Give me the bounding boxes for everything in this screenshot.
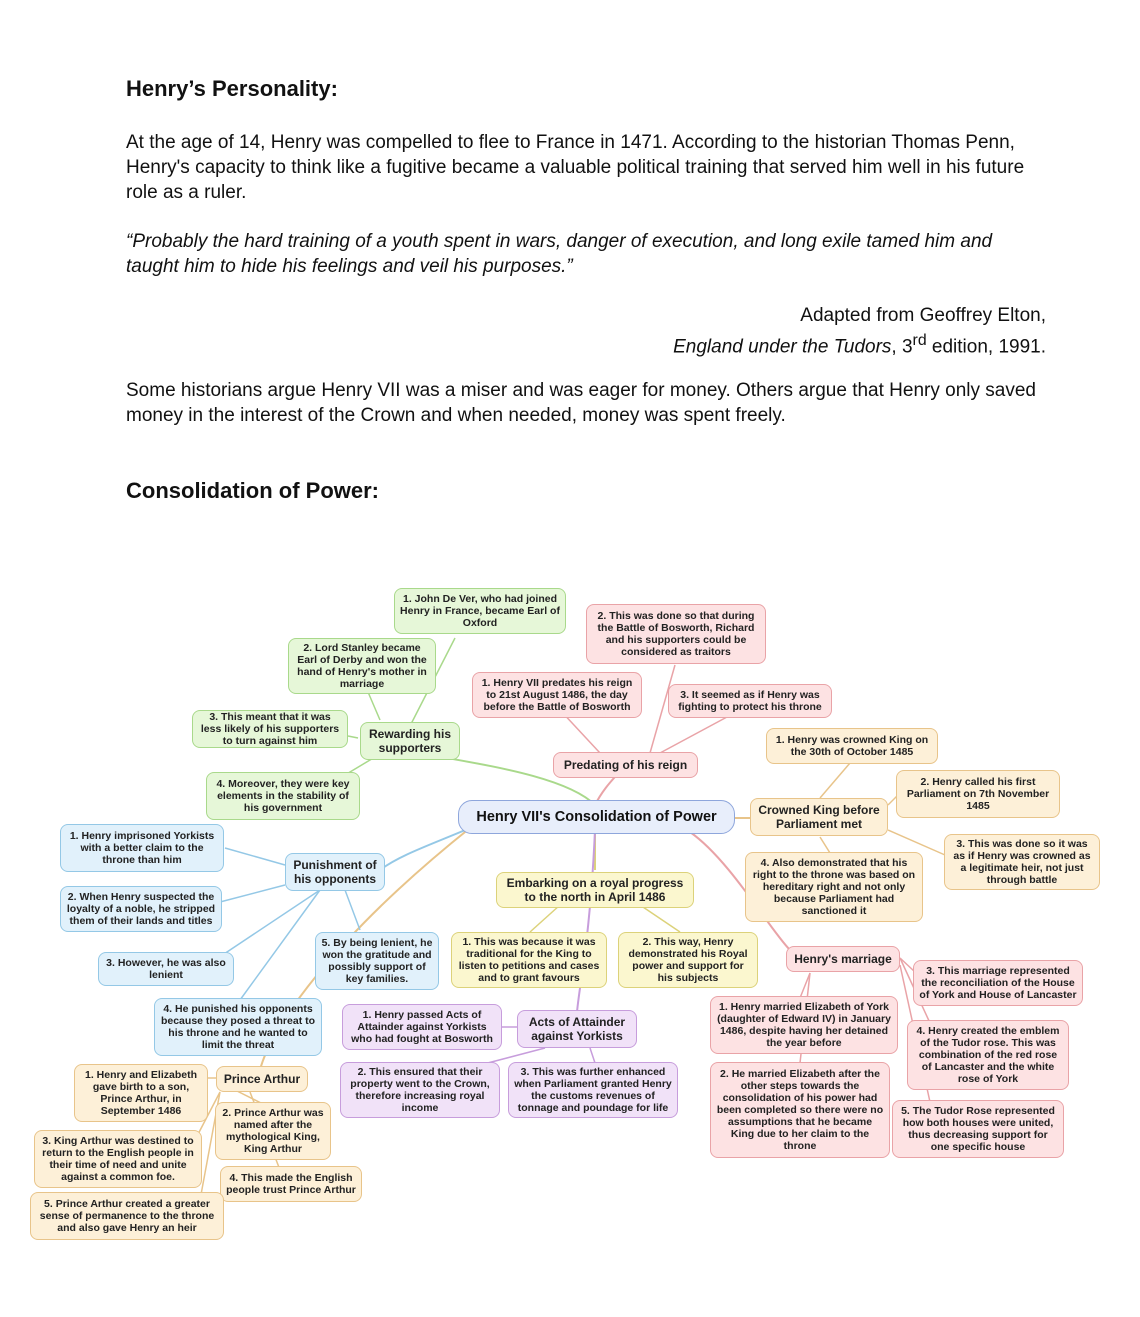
- henrys-marriage-topic: Henry's marriage: [786, 946, 900, 972]
- predating-reign-topic: Predating of his reign: [553, 752, 698, 778]
- arthur-point-2: 2. Prince Arthur was named after the mythological King, King Arthur: [215, 1102, 331, 1160]
- prince-arthur-topic: Prince Arthur: [216, 1066, 308, 1092]
- attribution-edition-ordinal: rd: [912, 332, 927, 349]
- personality-heading: Henry’s Personality:: [126, 76, 338, 101]
- marriage-point-2: 2. He married Elizabeth after the other steps towards the consolidation of his power had been completed so there were no assumptions that he became King due to her claim to the throne: [710, 1062, 890, 1158]
- rewarding-point-2: 2. Lord Stanley became Earl of Derby and won the hand of Henry's mother in marriage: [288, 638, 436, 694]
- attribution-edition-suffix: edition, 1991.: [926, 336, 1046, 358]
- punishment-opponents-topic: Punishment of his opponents: [285, 853, 385, 891]
- predating-point-3: 3. It seemed as if Henry was fighting to protect his throne: [668, 684, 832, 718]
- arthur-point-3: 3. King Arthur was destined to return to the English people in their time of need and unite against a common foe.: [34, 1130, 202, 1188]
- progress-point-2: 2. This way, Henry demonstrated his Royal power and support for his subjects: [618, 932, 758, 988]
- punishment-point-2: 2. When Henry suspected the loyalty of a noble, he stripped them of their lands and titles: [60, 886, 222, 932]
- elton-quote: “Probably the hard training of a youth spent in wars, danger of execution, and long exile tamed him and taught him to hide his feelings and veil his purposes.”: [126, 231, 993, 277]
- attribution-source: [673, 328, 1046, 359]
- rewarding-point-3: 3. This meant that it was less likely of his supporters to turn against him: [192, 710, 348, 748]
- attainder-point-2: 2. This ensured that their property went to the Crown, therefore increasing royal income: [340, 1062, 500, 1118]
- personality-paragraph-2: Some historians argue Henry VII was a miser and was eager for money. Others argue that Henry only saved money in the interest of the Crown and when needed, money was spent freely.: [126, 380, 1036, 426]
- arthur-point-1: 1. Henry and Elizabeth gave birth to a son, Prince Arthur, in September 1486: [74, 1064, 208, 1122]
- rewarding-supporters-topic: Rewarding his supporters: [360, 722, 460, 760]
- royal-progress-topic: Embarking on a royal progress to the north in April 1486: [496, 872, 694, 908]
- punishment-point-4: 4. He punished his opponents because they posed a threat to his throne and he wanted to limit the threat: [154, 998, 322, 1056]
- crowned-point-3: 3. This was done so it was as if Henry was crowned as a legitimate heir, not just through battle: [944, 834, 1100, 890]
- progress-point-1: 1. This was because it was traditional for the King to listen to petitions and cases and to grant favours: [451, 932, 607, 988]
- rewarding-point-4: 4. Moreover, they were key elements in the stability of his government: [206, 772, 360, 820]
- central-node: Henry VII's Consolidation of Power: [458, 800, 735, 834]
- acts-of-attainder-topic: Acts of Attainder against Yorkists: [517, 1010, 637, 1048]
- punishment-point-3: 3. However, he was also lenient: [98, 952, 234, 986]
- crowned-point-1: 1. Henry was crowned King on the 30th of October 1485: [766, 728, 938, 764]
- attribution-book-title: England under the Tudors: [673, 336, 892, 358]
- personality-paragraph-1: At the age of 14, Henry was compelled to flee to France in 1471. According to the historian Thomas Penn, Henry's capacity to think like a fugitive became a valuable political training that served him well in his future role as a ruler.: [126, 132, 1025, 203]
- attainder-point-1: 1. Henry passed Acts of Attainder against Yorkists who had fought at Bosworth: [342, 1004, 502, 1050]
- marriage-point-5: 5. The Tudor Rose represented how both houses were united, thus decreasing support for one specific house: [892, 1100, 1064, 1158]
- marriage-point-3: 3. This marriage represented the reconciliation of the House of York and House of Lancaster: [913, 960, 1083, 1006]
- arthur-point-4: 4. This made the English people trust Prince Arthur: [220, 1166, 362, 1202]
- quote-attribution: [673, 303, 1046, 359]
- mind-map: [0, 560, 1140, 1260]
- consolidation-heading: Consolidation of Power:: [126, 478, 379, 503]
- predating-point-1: 1. Henry VII predates his reign to 21st August 1486, the day before the Battle of Bosworth: [472, 672, 642, 718]
- punishment-point-1: 1. Henry imprisoned Yorkists with a better claim to the throne than him: [60, 824, 224, 872]
- marriage-point-4: 4. Henry created the emblem of the Tudor rose. This was combination of the red rose of Lancaster and the white rose of York: [907, 1020, 1069, 1090]
- marriage-point-1: 1. Henry married Elizabeth of York (daughter of Edward IV) in January 1486, despite having her detained the year before: [710, 996, 898, 1054]
- crowned-point-4: 4. Also demonstrated that his right to the throne was based on hereditary right and not only because Parliament had sanctioned it: [745, 852, 923, 922]
- attainder-point-3: 3. This was further enhanced when Parliament granted Henry the customs revenues of tonnage and poundage for life: [508, 1062, 678, 1118]
- arthur-point-5: 5. Prince Arthur created a greater sense of permanence to the throne and also gave Henry an heir: [30, 1192, 224, 1240]
- crowned-point-2: 2. Henry called his first Parliament on 7th November 1485: [896, 770, 1060, 818]
- rewarding-point-1: 1. John De Ver, who had joined Henry in France, became Earl of Oxford: [394, 588, 566, 634]
- crowned-before-parliament-topic: Crowned King before Parliament met: [750, 798, 888, 836]
- attribution-author: Adapted from Geoffrey Elton,: [800, 305, 1046, 326]
- attribution-edition-prefix: , 3: [891, 336, 913, 358]
- predating-point-2: 2. This was done so that during the Battle of Bosworth, Richard and his supporters could be considered as traitors: [586, 604, 766, 664]
- punishment-point-5: 5. By being lenient, he won the gratitude and possibly support of key families.: [315, 932, 439, 990]
